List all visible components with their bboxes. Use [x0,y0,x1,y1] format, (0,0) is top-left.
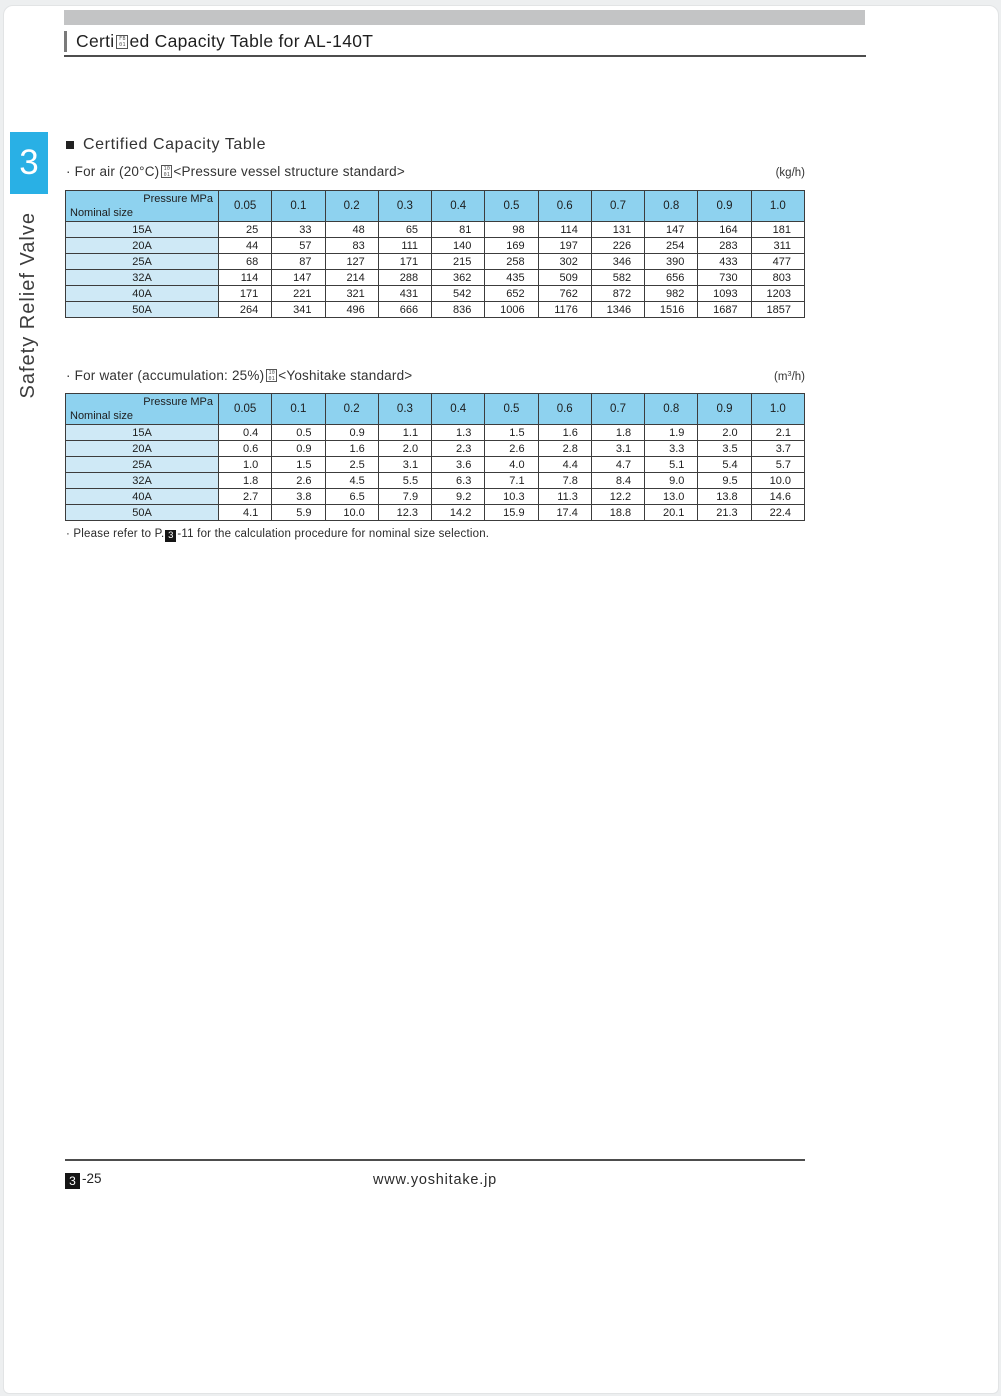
capacity-value-cell: 3.5 [698,441,751,457]
pressure-header-cell: 0.05 [219,191,272,222]
capacity-value-cell: 12.3 [378,505,431,521]
capacity-value-cell: 44 [219,238,272,254]
capacity-value-cell: 5.7 [751,457,804,473]
pressure-header-cell: 0.2 [325,394,378,425]
pressure-header-cell: 0.9 [698,191,751,222]
capacity-value-cell: 2.3 [432,441,485,457]
pressure-header-cell: 0.4 [432,191,485,222]
capacity-value-cell: 147 [272,270,325,286]
capacity-value-cell: 982 [645,286,698,302]
capacity-value-cell: 1203 [751,286,804,302]
corner-label-nominal-size: Nominal size [70,410,133,422]
capacity-value-cell: 13.0 [645,489,698,505]
capacity-value-cell: 321 [325,286,378,302]
section-heading-text: Certified Capacity Table [83,136,267,153]
pressure-header-cell: 0.5 [485,191,538,222]
table-row [66,270,805,286]
capacity-value-cell: 12.2 [591,489,644,505]
capacity-value-cell: 25 [219,222,272,238]
capacity-value-cell: 4.5 [325,473,378,489]
capacity-value-cell: 762 [538,286,591,302]
pressure-header-cell: 0.2 [325,191,378,222]
capacity-value-cell: 362 [432,270,485,286]
capacity-value-cell: 9.5 [698,473,751,489]
corner-label-pressure: Pressure MPa [143,193,213,205]
table-row [66,238,805,254]
capacity-value-cell: 1093 [698,286,751,302]
water-unit-pre: (m [773,371,788,383]
capacity-value-cell: 57 [272,238,325,254]
table-row [66,457,805,473]
capacity-value-cell: 87 [272,254,325,270]
footer-chapter-badge: 3 [65,1173,80,1189]
pressure-header-cell: 0.3 [378,394,431,425]
capacity-value-cell: 17.4 [538,505,591,521]
capacity-value-cell: 1.5 [272,457,325,473]
capacity-value-cell: 1.9 [645,425,698,441]
capacity-value-cell: 0.9 [272,441,325,457]
capacity-value-cell: 2.6 [272,473,325,489]
capacity-value-cell: 288 [378,270,431,286]
capacity-value-cell: 114 [219,270,272,286]
capacity-value-cell: 1857 [751,302,804,318]
document-title-row [64,29,373,53]
capacity-value-cell: 3.3 [645,441,698,457]
capacity-value-cell: 127 [325,254,378,270]
capacity-value-cell: 2.0 [698,425,751,441]
table-row [66,425,805,441]
capacity-value-cell: 33 [272,222,325,238]
water-capacity-table [65,393,806,521]
capacity-value-cell: 214 [325,270,378,286]
table-row [66,473,805,489]
capacity-value-cell: 656 [645,270,698,286]
capacity-value-cell: 2.1 [751,425,804,441]
title-text-pre: Certi [76,30,115,51]
capacity-value-cell: 20.1 [645,505,698,521]
air-table-unit-label: (kg/h) [775,167,805,179]
footer-rule [65,1159,805,1161]
pressure-header-cell: 0.6 [538,394,591,425]
nominal-size-cell: 25A [66,457,219,473]
capacity-value-cell: 8.4 [591,473,644,489]
pressure-header-cell: 0.05 [219,394,272,425]
nominal-size-cell: 50A [66,505,219,521]
capacity-value-cell: 7.1 [485,473,538,489]
pressure-header-cell: 0.9 [698,394,751,425]
air-caption-pre: · For air (20°C) [66,164,160,179]
capacity-value-cell: 264 [219,302,272,318]
capacity-value-cell: 872 [591,286,644,302]
capacity-value-cell: 1.8 [591,425,644,441]
water-table-grid [65,393,805,521]
capacity-value-cell: 4.1 [219,505,272,521]
page-title [76,31,373,52]
capacity-value-cell: 509 [538,270,591,286]
capacity-value-cell: 346 [591,254,644,270]
capacity-value-cell: 302 [538,254,591,270]
capacity-value-cell: 65 [378,222,431,238]
capacity-value-cell: 2.0 [378,441,431,457]
capacity-value-cell: 171 [378,254,431,270]
capacity-value-cell: 803 [751,270,804,286]
footer-page-suffix: -25 [82,1171,102,1186]
capacity-value-cell: 18.8 [591,505,644,521]
capacity-value-cell: 7.9 [378,489,431,505]
capacity-value-cell: 111 [378,238,431,254]
water-unit-sup: 3 [787,369,792,378]
footnote-pre: · Please refer to P. [66,528,165,540]
capacity-value-cell: 730 [698,270,751,286]
capacity-value-cell: 582 [591,270,644,286]
pressure-header-cell: 0.7 [591,191,644,222]
table-row [66,489,805,505]
nominal-size-cell: 40A [66,286,219,302]
capacity-value-cell: 15.9 [485,505,538,521]
capacity-value-cell: 433 [698,254,751,270]
capacity-value-cell: 197 [538,238,591,254]
capacity-value-cell: 6.3 [432,473,485,489]
capacity-value-cell: 48 [325,222,378,238]
capacity-value-cell: 0.9 [325,425,378,441]
nominal-size-cell: 15A [66,425,219,441]
capacity-value-cell: 1687 [698,302,751,318]
capacity-value-cell: 1006 [485,302,538,318]
nominal-size-cell: 32A [66,473,219,489]
footnote-post: -11 for the calculation procedure for nominal size selection. [177,528,490,540]
water-caption-post: <Yoshitake standard> [278,368,413,383]
nominal-size-cell: 32A [66,270,219,286]
nominal-size-cell: 25A [66,254,219,270]
capacity-value-cell: 5.4 [698,457,751,473]
capacity-value-cell: 3.6 [432,457,485,473]
pressure-header-cell: 1.0 [751,394,804,425]
capacity-value-cell: 10.3 [485,489,538,505]
capacity-value-cell: 3.1 [378,457,431,473]
corner-label-pressure: Pressure MPa [143,396,213,408]
capacity-value-cell: 140 [432,238,485,254]
chapter-number: 3 [19,143,39,182]
water-caption-pre: · For water (accumulation: 25%) [66,368,265,383]
capacity-value-cell: 131 [591,222,644,238]
capacity-value-cell: 1176 [538,302,591,318]
capacity-value-cell: 9.2 [432,489,485,505]
pressure-header-cell: 0.7 [591,394,644,425]
table-row [66,302,805,318]
corner-header-cell [66,191,219,222]
capacity-value-cell: 7.8 [538,473,591,489]
capacity-value-cell: 435 [485,270,538,286]
capacity-value-cell: 147 [645,222,698,238]
capacity-value-cell: 431 [378,286,431,302]
capacity-value-cell: 6.5 [325,489,378,505]
capacity-value-cell: 1.6 [538,425,591,441]
capacity-value-cell: 221 [272,286,325,302]
capacity-value-cell: 4.0 [485,457,538,473]
capacity-value-cell: 1.5 [485,425,538,441]
air-capacity-table [65,190,806,318]
pressure-header-cell: 1.0 [751,191,804,222]
capacity-value-cell: 98 [485,222,538,238]
water-unit-post: /h) [791,371,805,383]
title-accent-bar [64,31,67,52]
section-heading [66,136,266,154]
capacity-value-cell: 5.5 [378,473,431,489]
capacity-value-cell: 164 [698,222,751,238]
square-bullet-icon [66,141,74,149]
nominal-size-cell: 15A [66,222,219,238]
capacity-value-cell: 542 [432,286,485,302]
capacity-value-cell: 3.8 [272,489,325,505]
corner-label-nominal-size: Nominal size [70,207,133,219]
capacity-value-cell: 11.3 [538,489,591,505]
table-row [66,286,805,302]
capacity-value-cell: 169 [485,238,538,254]
pressure-header-cell: 0.3 [378,191,431,222]
pressure-header-cell: 0.5 [485,394,538,425]
capacity-value-cell: 341 [272,302,325,318]
capacity-value-cell: 2.8 [538,441,591,457]
capacity-value-cell: 1346 [591,302,644,318]
capacity-value-cell: 258 [485,254,538,270]
capacity-value-cell: 477 [751,254,804,270]
chapter-label-text: Safety Relief Valve [16,211,39,399]
capacity-value-cell: 22.4 [751,505,804,521]
capacity-value-cell: 836 [432,302,485,318]
table-row [66,505,805,521]
capacity-value-cell: 226 [591,238,644,254]
capacity-value-cell: 496 [325,302,378,318]
table-row [66,222,805,238]
pressure-header-cell: 0.4 [432,394,485,425]
catalog-page [3,5,999,1394]
capacity-value-cell: 5.9 [272,505,325,521]
table-row [66,254,805,270]
capacity-value-cell: 652 [485,286,538,302]
capacity-value-cell: 14.2 [432,505,485,521]
top-header-bar [64,10,865,25]
capacity-value-cell: 254 [645,238,698,254]
capacity-value-cell: 311 [751,238,804,254]
missing-glyph-icon [116,35,128,49]
water-table-unit-label [64,369,805,383]
capacity-value-cell: 390 [645,254,698,270]
nominal-size-cell: 20A [66,238,219,254]
capacity-value-cell: 283 [698,238,751,254]
table-row [66,441,805,457]
page-ref-badge: 3 [165,530,176,542]
capacity-value-cell: 68 [219,254,272,270]
title-underline [64,55,866,57]
pressure-header-cell: 0.8 [645,191,698,222]
capacity-value-cell: 10.0 [751,473,804,489]
corner-header-cell [66,394,219,425]
pressure-header-cell: 0.1 [272,394,325,425]
chapter-number-badge [10,132,48,194]
capacity-value-cell: 9.0 [645,473,698,489]
footer-website: www.yoshitake.jp [372,1172,497,1188]
air-table-grid [65,190,805,318]
capacity-value-cell: 81 [432,222,485,238]
capacity-value-cell: 21.3 [698,505,751,521]
pressure-header-cell: 0.1 [272,191,325,222]
capacity-value-cell: 2.5 [325,457,378,473]
title-text-post: ed Capacity Table for AL-140T [129,30,374,51]
capacity-value-cell: 4.7 [591,457,644,473]
capacity-value-cell: 666 [378,302,431,318]
capacity-value-cell: 14.6 [751,489,804,505]
capacity-value-cell: 0.4 [219,425,272,441]
pressure-header-cell: 0.8 [645,394,698,425]
capacity-value-cell: 0.5 [272,425,325,441]
capacity-value-cell: 5.1 [645,457,698,473]
capacity-value-cell: 2.6 [485,441,538,457]
nominal-size-cell: 20A [66,441,219,457]
capacity-value-cell: 83 [325,238,378,254]
capacity-value-cell: 0.6 [219,441,272,457]
capacity-value-cell: 171 [219,286,272,302]
sidebar-chapter-label [8,194,48,416]
capacity-value-cell: 215 [432,254,485,270]
capacity-value-cell: 2.7 [219,489,272,505]
capacity-value-cell: 1.0 [219,457,272,473]
capacity-value-cell: 114 [538,222,591,238]
footnote [66,528,489,542]
capacity-value-cell: 1.6 [325,441,378,457]
capacity-value-cell: 181 [751,222,804,238]
capacity-value-cell: 1.3 [432,425,485,441]
air-caption-post: <Pressure vessel structure standard> [173,164,405,179]
capacity-value-cell: 1516 [645,302,698,318]
capacity-value-cell: 3.7 [751,441,804,457]
capacity-value-cell: 3.1 [591,441,644,457]
capacity-value-cell: 4.4 [538,457,591,473]
pressure-header-cell: 0.6 [538,191,591,222]
nominal-size-cell: 40A [66,489,219,505]
capacity-value-cell: 10.0 [325,505,378,521]
capacity-value-cell: 1.1 [378,425,431,441]
capacity-value-cell: 1.8 [219,473,272,489]
nominal-size-cell: 50A [66,302,219,318]
capacity-value-cell: 13.8 [698,489,751,505]
